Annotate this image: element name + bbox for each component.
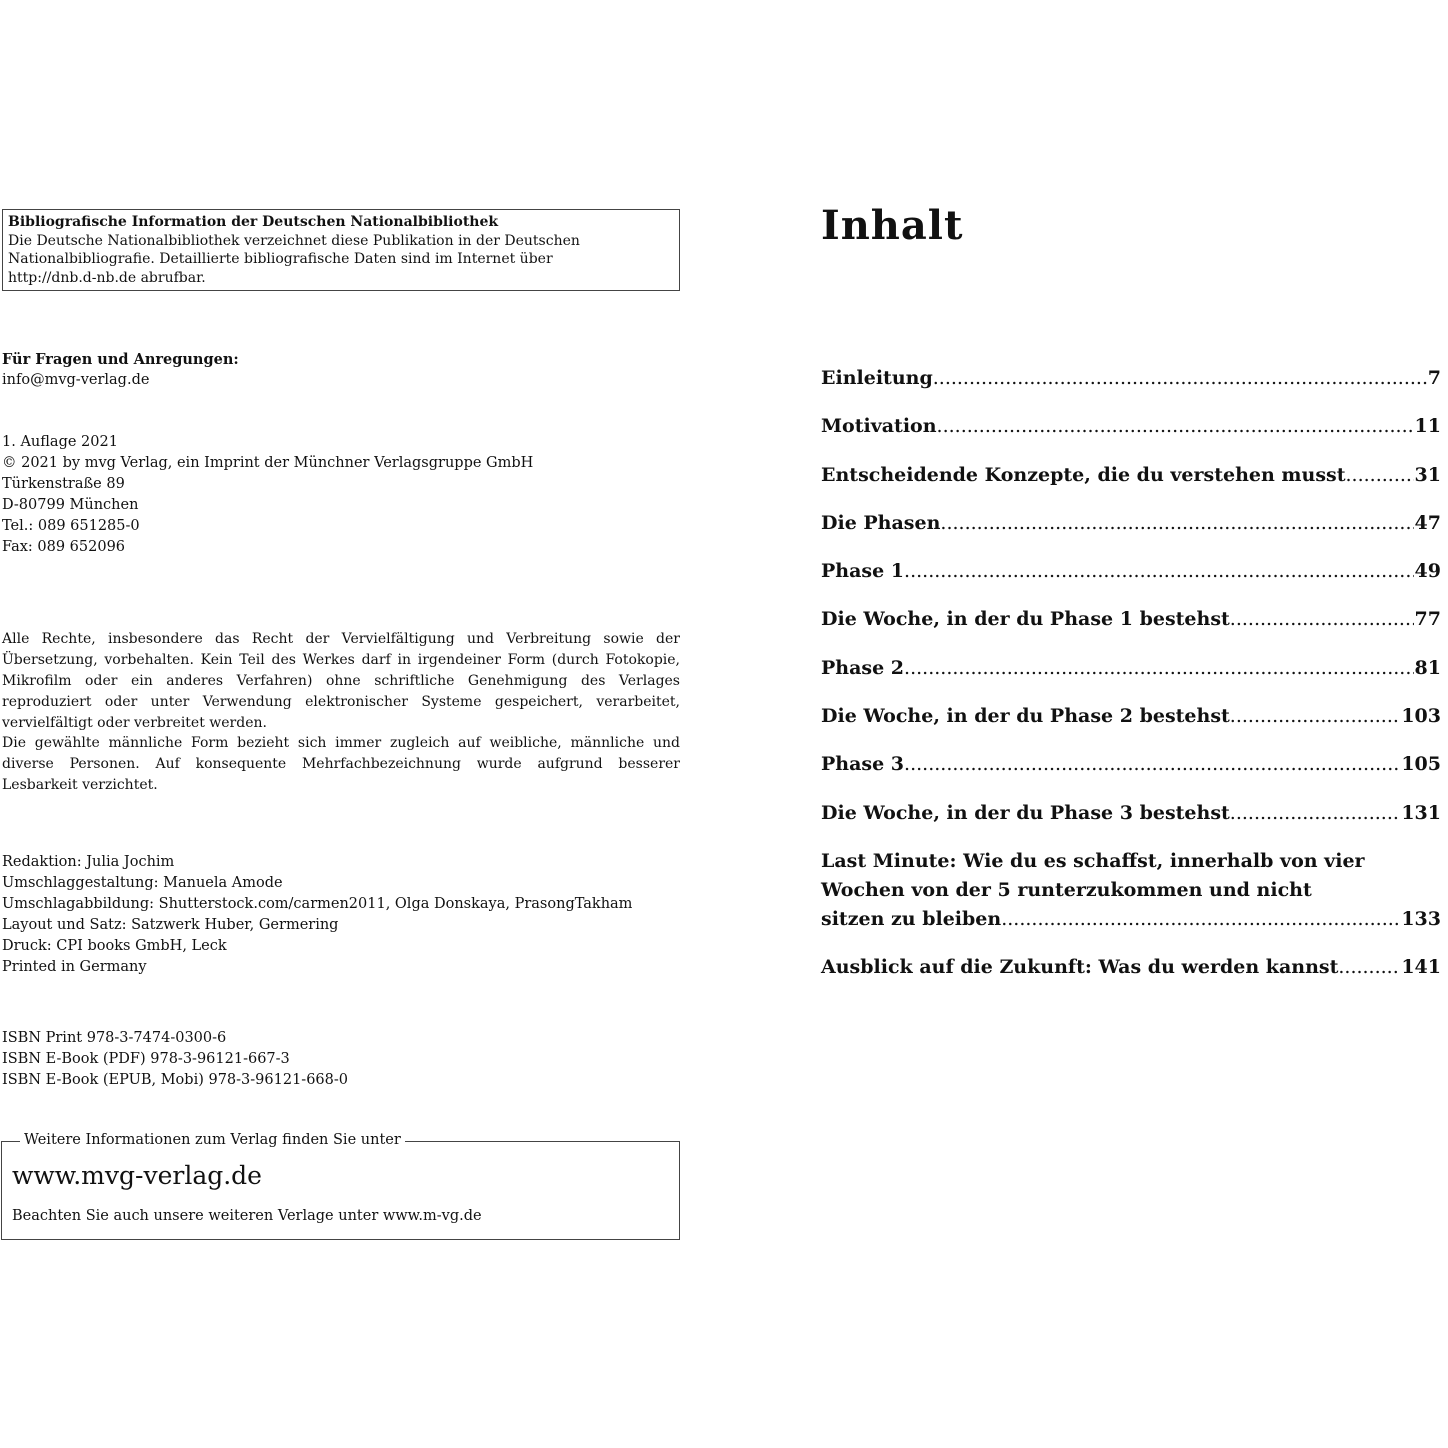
- toc-entry-label: Entscheidende Konzepte, die du verstehen musst: [821, 463, 1346, 486]
- toc-entry[interactable]: [821, 557, 1441, 586]
- toc-leader-dots: [1346, 461, 1414, 490]
- toc-entry-page: 49: [1414, 560, 1441, 583]
- toc-entry[interactable]: [821, 412, 1441, 441]
- toc-leader-dots: [940, 509, 1413, 538]
- rights-paragraph: Alle Rechte, insbesondere das Recht der Vervielfältigung und Verbreitung sowie der Übersetzung, vorbehalten. Kein Teil des Werkes darf in irgendeiner Form (durch Fotokopie, Mikrofilm oder ein anderes Verfahren) ohne schriftliche Genehmigung des Verlages reproduziert oder unter Verwendung elektronischer Systeme gespeichert, verarbeitet, vervielfältigt oder verbreitet werden.: [2, 631, 680, 731]
- publisher-line: Türkenstraße 89: [2, 476, 125, 492]
- publisher-block: [2, 432, 533, 558]
- publisher-line: Tel.: 089 651285-0: [2, 518, 140, 534]
- contact-heading: Für Fragen und Anregungen:: [2, 351, 239, 368]
- credit-line: Druck: CPI books GmbH, Leck: [2, 938, 227, 954]
- toc-title: Inhalt: [821, 202, 964, 249]
- toc-entry-label: Die Woche, in der du Phase 3 bestehst: [821, 801, 1230, 824]
- toc-leader-dots: [904, 750, 1400, 779]
- toc-entry-label: Wochen von der 5 runterzukommen und nicht: [821, 878, 1312, 901]
- toc-entry-label: Ausblick auf die Zukunft: Was du werden kannst: [821, 956, 1339, 979]
- credit-line: Umschlaggestaltung: Manuela Amode: [2, 875, 283, 891]
- isbn-line: ISBN E-Book (EPUB, Mobi) 978-3-96121-668-0: [2, 1072, 349, 1088]
- toc-entry-label: Die Woche, in der du Phase 1 bestehst: [821, 608, 1230, 631]
- web-box-legend: Weitere Informationen zum Verlag finden Sie unter: [20, 1131, 405, 1150]
- bib-line: Nationalbibliografie. Detaillierte bibliografische Daten sind im Internet über: [8, 251, 553, 268]
- publisher-line: D-80799 München: [2, 497, 139, 513]
- toc-entry-label: Die Woche, in der du Phase 2 bestehst: [821, 705, 1230, 728]
- contact-block: [2, 349, 239, 391]
- toc-leader-dots: [937, 412, 1414, 441]
- toc-entry[interactable]: [821, 364, 1441, 393]
- publisher-line: Fax: 089 652096: [2, 539, 126, 555]
- toc-entry[interactable]: [821, 702, 1441, 731]
- isbn-line: ISBN Print 978-3-7474-0300-6: [2, 1030, 227, 1046]
- toc-entry-page: 133: [1401, 907, 1441, 930]
- credit-line: Umschlagabbildung: Shutterstock.com/carmen2011, Olga Donskaya, PrasongTakham: [2, 896, 633, 912]
- toc-entry-page: 31: [1414, 463, 1441, 486]
- toc-entry-label: Die Phasen: [821, 511, 941, 534]
- toc-entry-label: Phase 3: [821, 753, 905, 776]
- toc-leader-dots: [904, 557, 1414, 586]
- publisher-url[interactable]: www.mvg-verlag.de: [12, 1161, 262, 1190]
- toc-entry-label: sitzen zu bleiben: [821, 907, 1002, 930]
- isbn-block: [2, 1028, 348, 1091]
- toc-entry[interactable]: [821, 509, 1441, 538]
- other-publishers-note: Beachten Sie auch unsere weiteren Verlage unter www.m-vg.de: [12, 1208, 482, 1224]
- toc-leader-dots: [1001, 905, 1400, 934]
- toc-entry-page: 81: [1414, 656, 1441, 679]
- gender-note-paragraph: Die gewählte männliche Form bezieht sich immer zugleich auf weibliche, männliche und diverse Personen. Auf konsequente Mehrfachbezeichnung wurde aufgrund besserer Lesbarkeit verzichtet.: [2, 735, 680, 793]
- toc-leader-dots: [1338, 953, 1400, 982]
- toc-leader-dots: [933, 364, 1427, 393]
- toc-entry-label: Phase 1: [821, 560, 905, 583]
- credit-line: Printed in Germany: [2, 959, 147, 975]
- toc-entry-page: 103: [1401, 705, 1441, 728]
- toc-leader-dots: [904, 654, 1414, 683]
- toc-entry[interactable]: [821, 461, 1441, 490]
- isbn-line: ISBN E-Book (PDF) 978-3-96121-667-3: [2, 1051, 290, 1067]
- toc-entry[interactable]: [821, 654, 1441, 683]
- toc-entry-page: 47: [1414, 511, 1441, 534]
- credits-block: [2, 852, 632, 978]
- bib-line: http://dnb.d-nb.de abrufbar.: [8, 269, 206, 286]
- toc-entry-lastline: [821, 905, 1441, 934]
- toc-entry-page: 77: [1414, 608, 1441, 631]
- toc-leader-dots: [1230, 799, 1401, 828]
- toc-entry-page: 7: [1427, 367, 1441, 389]
- credit-line: Layout und Satz: Satzwerk Huber, Germering: [2, 917, 339, 933]
- toc-entry[interactable]: [821, 799, 1441, 828]
- toc-leader-dots: [1230, 702, 1401, 731]
- toc-entry-label: Einleitung: [821, 367, 933, 389]
- toc-entry-label: Motivation: [821, 415, 937, 438]
- toc-entry-label: Last Minute: Wie du es schaffst, innerhalb von vier: [821, 849, 1365, 872]
- toc-entry-label: Phase 2: [821, 656, 905, 679]
- toc-entry[interactable]: [821, 605, 1441, 634]
- toc-leader-dots: [1230, 605, 1414, 634]
- toc-entry-page: 105: [1401, 753, 1441, 776]
- toc-entry-page: 11: [1414, 415, 1441, 438]
- credit-line: Redaktion: Julia Jochim: [2, 854, 175, 870]
- publisher-line: © 2021 by mvg Verlag, ein Imprint der Münchner Verlagsgruppe GmbH: [2, 455, 534, 471]
- toc-entry-ausblick[interactable]: [821, 953, 1441, 982]
- toc-list: [821, 364, 1441, 1002]
- toc-entry-page: 141: [1401, 956, 1441, 979]
- toc-entry-last-minute[interactable]: [821, 847, 1441, 934]
- toc-entry[interactable]: [821, 750, 1441, 779]
- bib-heading: Bibliografische Information der Deutschen Nationalbibliothek: [8, 214, 499, 230]
- bibliographic-info-box: [2, 209, 680, 291]
- toc-entry-page: 131: [1401, 801, 1441, 824]
- bib-line: Die Deutsche Nationalbibliothek verzeichnet diese Publikation in der Deutschen: [8, 232, 580, 249]
- publisher-line: 1. Auflage 2021: [2, 434, 118, 450]
- contact-email: info@mvg-verlag.de: [2, 372, 150, 388]
